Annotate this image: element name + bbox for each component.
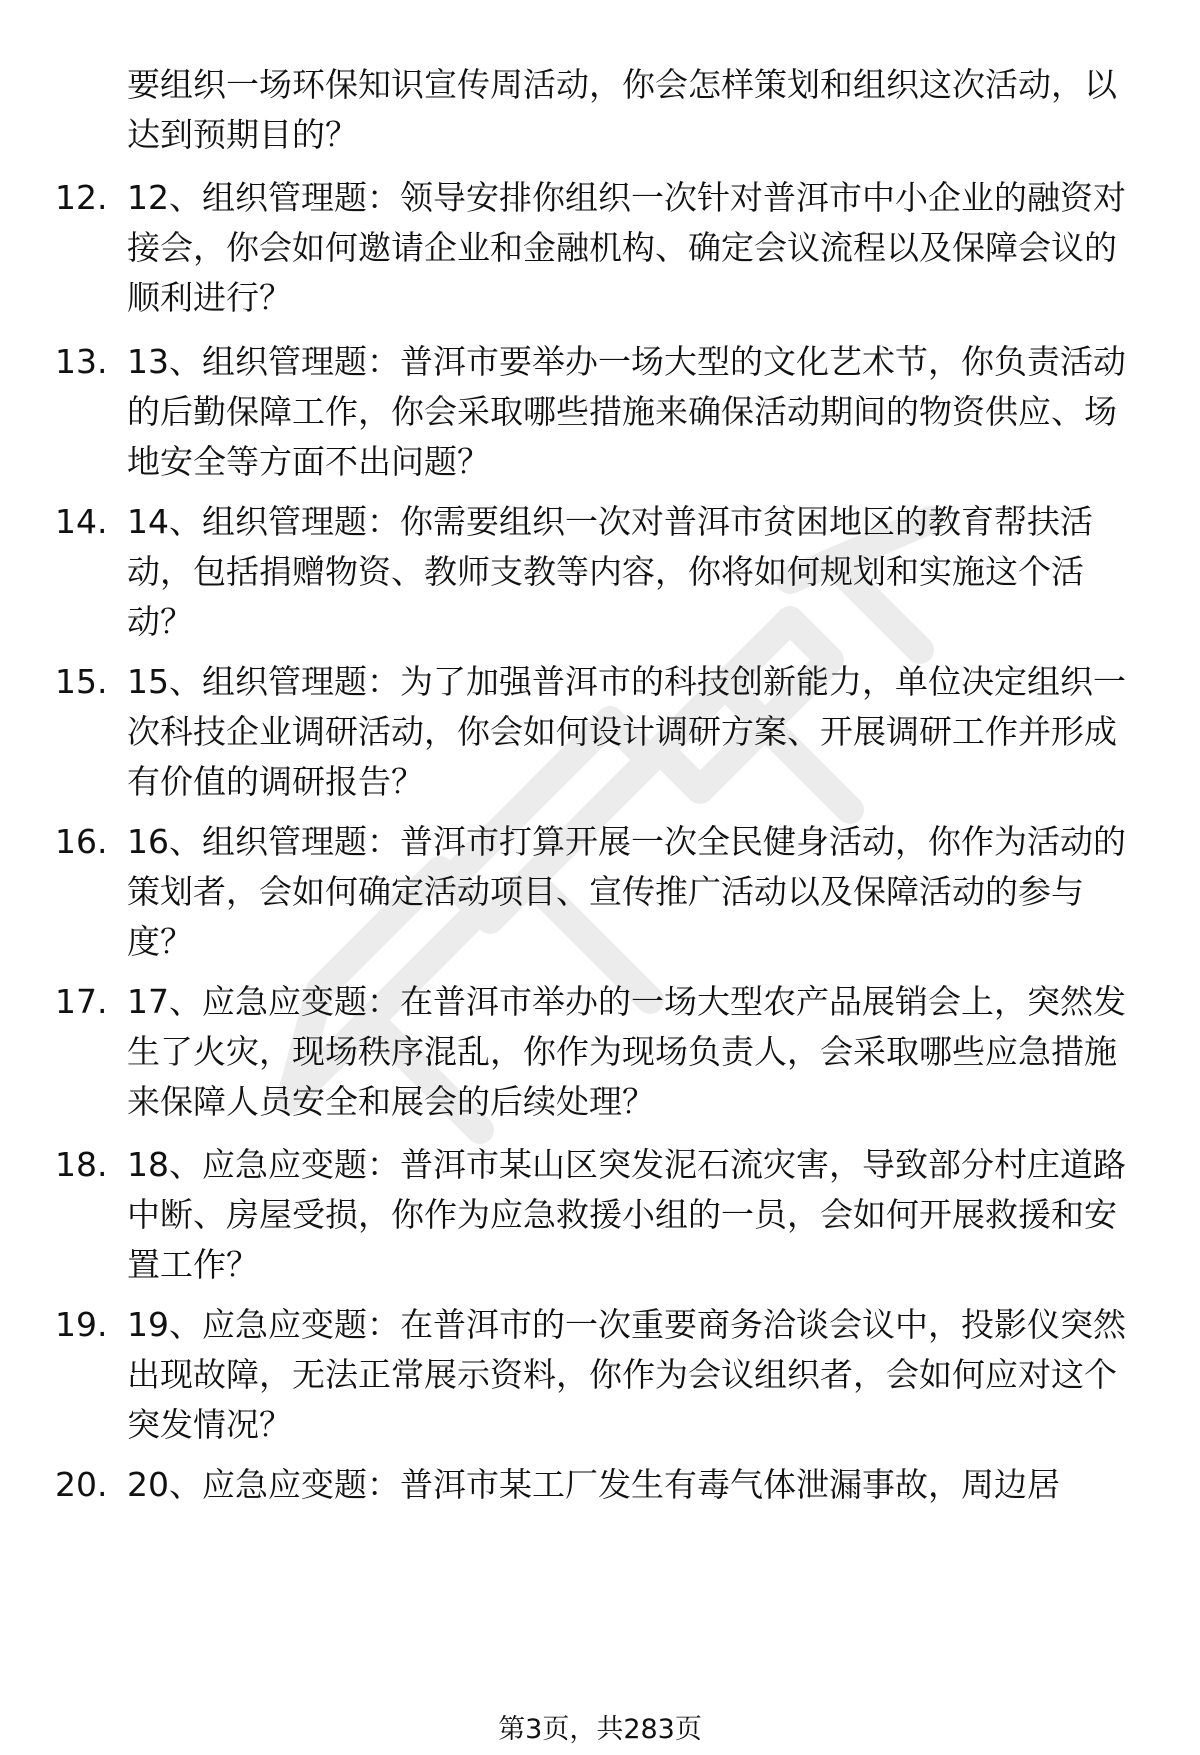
list-item-text: 19、应急应变题：在普洱市的一次重要商务洽谈会议中，投影仪突然出现故障，无法正常展示资料，你作为会议组织者，会如何应对这个突发情况？ [127,1305,1126,1444]
list-item-number: 19. [55,1305,108,1344]
page-number-footer: 第3页，共283页 [498,1714,702,1745]
list-item-text: 20、应急应变题：普洱市某工厂发生有毒气体泄漏事故，周边居 [127,1465,1060,1504]
list-item-text: 12、组织管理题：领导安排你组织一次针对普洱市中小企业的融资对接会，你会如何邀请企业和金融机构、确定会议流程以及保障会议的顺利进行？ [127,178,1126,317]
list-item-number: 14. [55,502,108,541]
list-item-number: 13. [55,342,108,381]
list-item-text: 13、组织管理题：普洱市要举办一场大型的文化艺术节，你负责活动的后勤保障工作，你会采取哪些措施来确保活动期间的物资供应、场地安全等方面不出问题？ [127,342,1126,481]
list-item-text: 16、组织管理题：普洱市打算开展一次全民健身活动，你作为活动的策划者，会如何确定活动项目、宣传推广活动以及保障活动的参与度？ [127,822,1126,961]
list-item-number: 17. [55,982,108,1021]
list-item-number: 20. [55,1465,108,1504]
list-item-text: 14、组织管理题：你需要组织一次对普洱市贫困地区的教育帮扶活动，包括捐赠物资、教师支教等内容，你将如何规划和实施这个活动？ [127,502,1093,641]
list-item-number: 18. [55,1145,108,1184]
list-item-number: 15. [55,662,108,701]
question-11-continuation: 要组织一场环保知识宣传周活动，你会怎样策划和组织这次活动，以达到预期目的？ [127,65,1117,154]
list-item-text: 18、应急应变题：普洱市某山区突发泥石流灾害，导致部分村庄道路中断、房屋受损，你作为应急救援小组的一员，会如何开展救援和安置工作？ [127,1145,1126,1284]
list-item-number: 16. [55,822,108,861]
list-item-text: 17、应急应变题：在普洱市举办的一场大型农产品展销会上，突然发生了火灾，现场秩序混乱，你作为现场负责人，会采取哪些应急措施来保障人员安全和展会的后续处理？ [127,982,1126,1121]
list-item-number: 12. [55,178,108,217]
list-item-text: 15、组织管理题：为了加强普洱市的科技创新能力，单位决定组织一次科技企业调研活动，你会如何设计调研方案、开展调研工作并形成有价值的调研报告？ [127,662,1126,801]
